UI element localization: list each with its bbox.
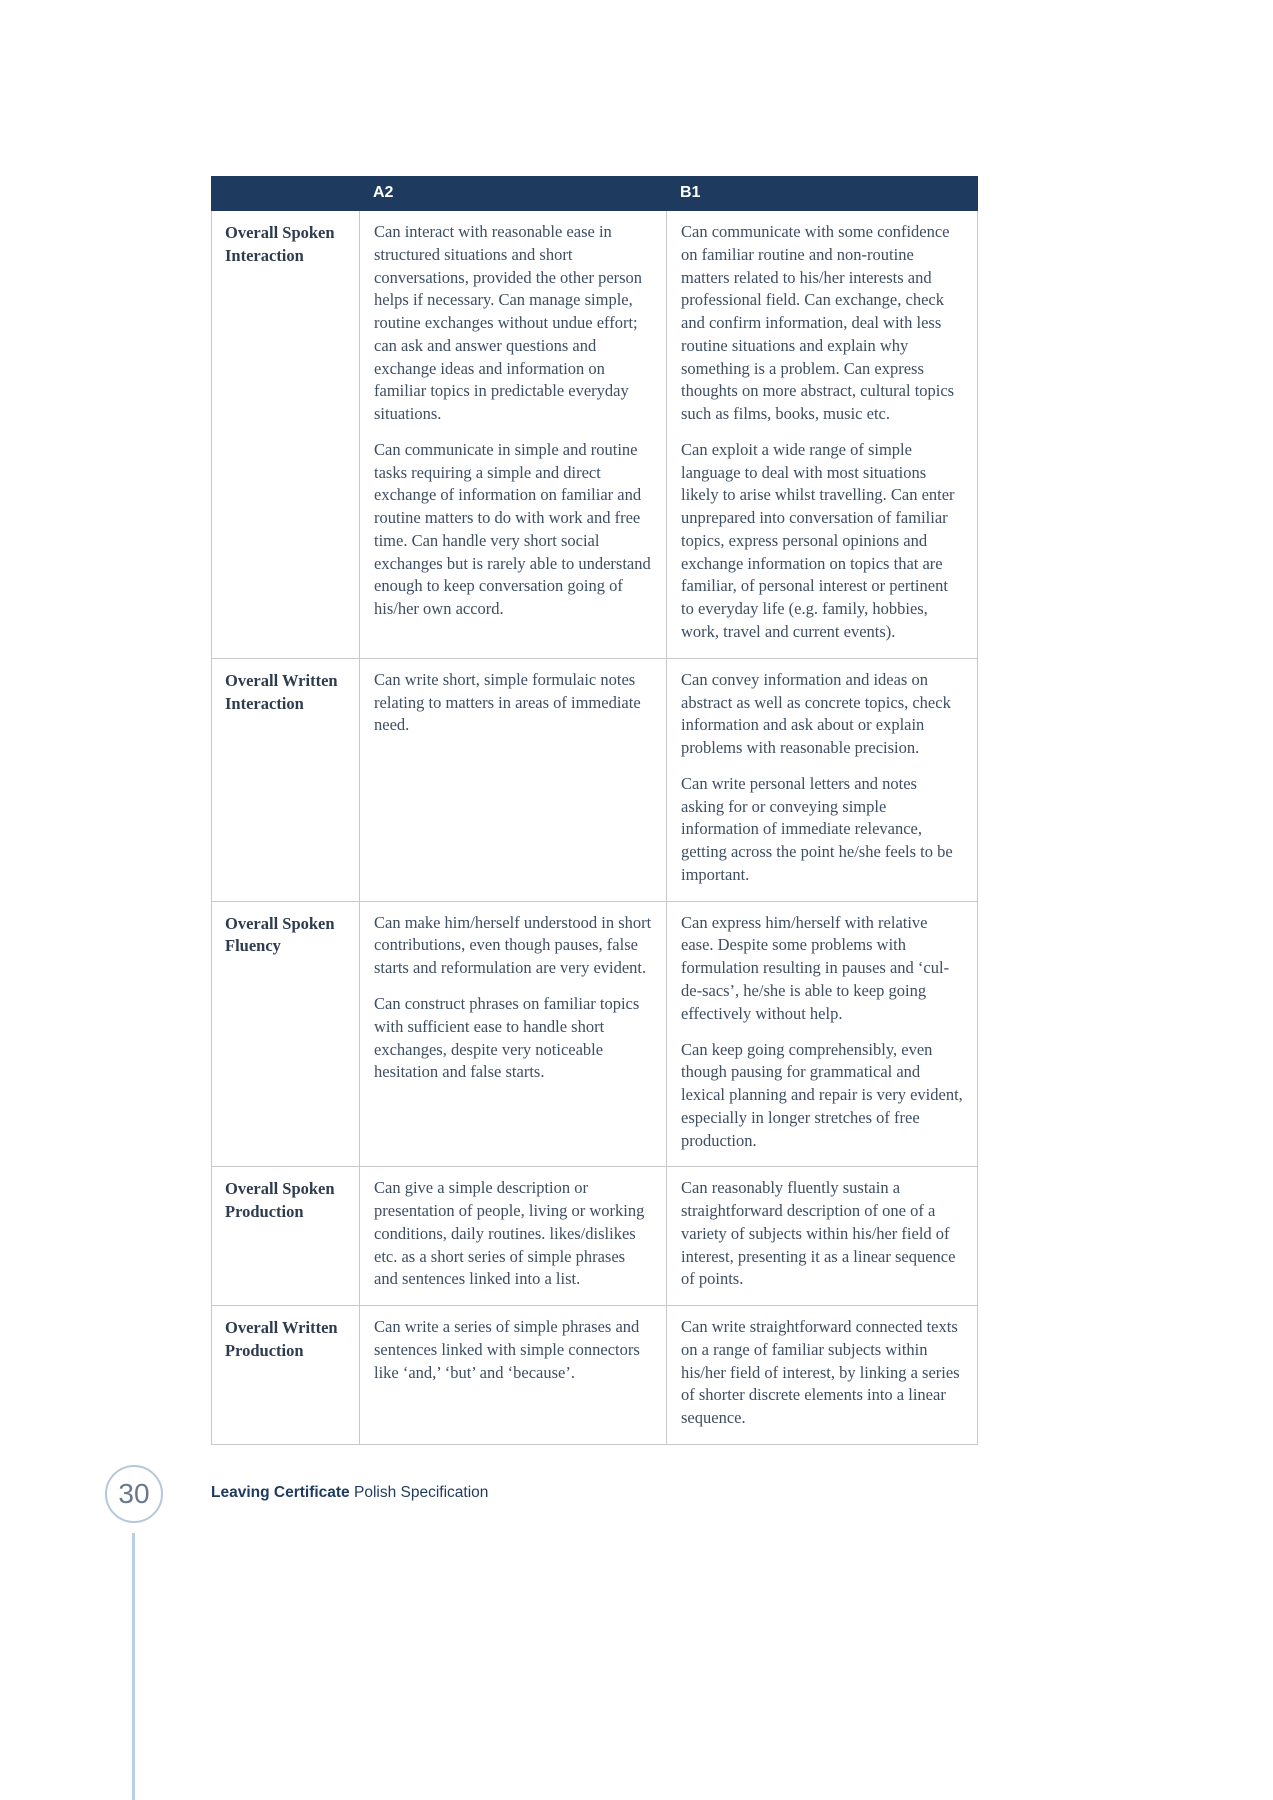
cell-b1 (667, 211, 978, 659)
page-number: 30 (118, 1478, 150, 1509)
table-row (212, 658, 978, 901)
table-row (212, 901, 978, 1167)
table-row (212, 1306, 978, 1445)
descriptor-paragraph: Can write short, simple formulaic notes relating to matters in areas of immediate need. (374, 669, 641, 735)
descriptor-paragraph: Can communicate with some confidence on familiar routine and non-routine matters related to his/her interests and professional field. Can exchange, check and confirm information, deal with less routine situations and explain why something is a problem. Can express thoughts on more abstract, cultural topics such as films, books, music etc. (681, 222, 955, 424)
cefr-table-body (212, 211, 978, 1445)
row-label: Overall Spoken Fluency (212, 901, 360, 1167)
cefr-descriptors-table (211, 176, 978, 1445)
descriptor-paragraph: Can reasonably fluently sustain a straightforward description of one of a variety of subjects within his/her field of interest, presenting it as a linear sequence of points. (681, 1178, 956, 1289)
descriptor-paragraph: Can give a simple description or presentation of people, living or working conditions, daily routines. likes/dislikes etc. as a short series of simple phrases and sentences linked into a list. (374, 1178, 645, 1289)
cell-a2 (360, 211, 667, 659)
footer-text-bold: Leaving Certificate (211, 1484, 350, 1501)
descriptor-paragraph: Can write straightforward connected texts on a range of familiar subjects within his/her field of interest, by linking a series of shorter discrete elements into a linear sequence. (681, 1317, 960, 1428)
footer-text-regular: Polish Specification (349, 1484, 489, 1501)
table-row (212, 211, 978, 659)
row-label: Overall Spoken Interaction (212, 211, 360, 659)
descriptor-paragraph: Can exploit a wide range of simple language to deal with most situations likely to arise whilst travelling. Can enter unprepared into conversation of familiar topics, express personal opinions and exchange information on topics that are familiar, of personal interest or pertinent to everyday life (e.g. family, hobbies, work, travel and current events). (681, 439, 955, 642)
cell-b1 (667, 658, 978, 901)
row-label: Overall Written Interaction (212, 658, 360, 901)
cell-a2 (360, 658, 667, 901)
descriptor-paragraph: Can keep going comprehensibly, even though pausing for grammatical and lexical planning and repair is very evident, especially in longer stretches of free production. (681, 1039, 963, 1150)
descriptor-paragraph: Can communicate in simple and routine tasks requiring a simple and direct exchange of information on familiar and routine matters to do with work and free time. Can handle very short social exchanges but is rarely able to understand enough to keep conversation going of his/her own accord. (374, 439, 651, 619)
descriptor-paragraph: Can write a series of simple phrases and sentences linked with simple connectors like ‘and,’ ‘but’ and ‘because’. (374, 1317, 640, 1382)
footer-text (211, 1484, 488, 1502)
cell-b1 (667, 1306, 978, 1445)
header-cell-b1: B1 (667, 177, 978, 211)
row-label: Overall Written Production (212, 1306, 360, 1445)
header-cell-empty (212, 177, 360, 211)
table-header (212, 177, 978, 211)
cell-b1 (667, 901, 978, 1167)
cell-a2 (360, 1306, 667, 1445)
descriptor-paragraph: Can construct phrases on familiar topics with sufficient ease to handle short exchanges, despite very noticeable hesitation and false starts. (374, 993, 640, 1082)
cell-b1 (667, 1167, 978, 1306)
row-label: Overall Spoken Production (212, 1167, 360, 1306)
page-number-badge (105, 1465, 163, 1523)
descriptor-paragraph: Can express him/herself with relative ease. Despite some problems with formulation resulting in pauses and ‘cul-de-sacs’, he/she is able to keep going effectively without help. (681, 912, 950, 1023)
footer-accent-line (132, 1533, 135, 1800)
descriptor-paragraph: Can write personal letters and notes asking for or conveying simple information of immediate relevance, getting across the point he/she feels to be important. (681, 773, 953, 884)
descriptor-paragraph: Can interact with reasonable ease in structured situations and short conversations, provided the other person helps if necessary. Can manage simple, routine exchanges without undue effort; can ask and answer questions and exchange ideas and information on familiar topics in predictable everyday situations. (374, 222, 643, 424)
cell-a2 (360, 1167, 667, 1306)
table-row (212, 1167, 978, 1306)
header-cell-a2: A2 (360, 177, 667, 211)
descriptor-paragraph: Can make him/herself understood in short contributions, even though pauses, false starts and reformulation are very evident. (374, 912, 652, 978)
descriptor-paragraph: Can convey information and ideas on abstract as well as concrete topics, check information and ask about or explain problems with reasonable precision. (681, 669, 951, 758)
table-header-row (212, 177, 978, 211)
cell-a2 (360, 901, 667, 1167)
